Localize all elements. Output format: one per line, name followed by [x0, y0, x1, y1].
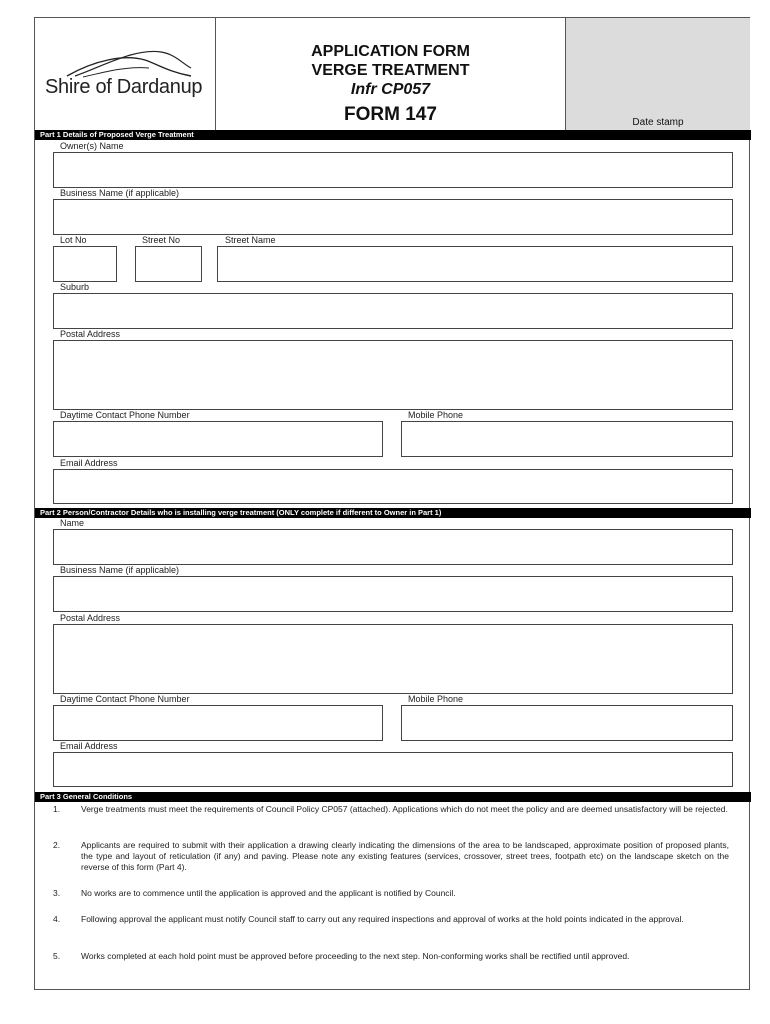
owner-name-label: Owner(s) Name [60, 141, 124, 151]
part1-heading: Part 1 Details of Proposed Verge Treatment [35, 130, 751, 140]
contractor-postal-address-label: Postal Address [60, 613, 121, 623]
email-label: Email Address [60, 458, 118, 468]
form-number: FORM 147 [344, 104, 437, 125]
suburb-label: Suburb [60, 282, 90, 292]
form-title-line2: VERGE TREATMENT [311, 62, 470, 79]
condition-item [53, 914, 729, 938]
condition-item [53, 951, 729, 975]
council-logo-text: Shire of Dardanup [45, 76, 203, 98]
condition-item [53, 804, 729, 828]
condition-number: 2. [53, 840, 61, 850]
business-name-field[interactable] [53, 199, 733, 235]
mobile-phone-field[interactable] [401, 421, 733, 457]
condition-number: 1. [53, 804, 61, 814]
part2-heading: Part 2 Person/Contractor Details who is installing verge treatment (ONLY complete if different to Owner in Part 1) [35, 508, 751, 518]
street-no-field[interactable] [135, 246, 202, 282]
lot-no-field[interactable] [53, 246, 117, 282]
condition-text: Verge treatments must meet the requirements of Council Policy CP057 (attached). Applications which do not meet the policy and are deemed unsatisfactory will be rejected. [81, 804, 728, 814]
part3-heading: Part 3 General Conditions [35, 792, 751, 802]
condition-number: 5. [53, 951, 61, 961]
street-name-label: Street Name [225, 235, 276, 245]
condition-text: No works are to commence until the application is approved and the applicant is notified by Council. [81, 888, 456, 898]
condition-item [53, 840, 729, 876]
contractor-business-name-label: Business Name (if applicable) [60, 565, 180, 575]
contractor-daytime-phone-field[interactable] [53, 705, 383, 741]
contractor-business-name-field[interactable] [53, 576, 733, 612]
postal-address-field[interactable] [53, 340, 733, 410]
contractor-postal-address-field[interactable] [53, 624, 733, 694]
condition-text: Following approval the applicant must notify Council staff to carry out any required inspections and approval of works at the hold points indicated in the approval. [81, 914, 684, 924]
street-name-field[interactable] [217, 246, 733, 282]
condition-number: 4. [53, 914, 61, 924]
council-logo-cell [35, 18, 216, 130]
contractor-email-field[interactable] [53, 752, 733, 787]
contractor-name-label: Name [60, 518, 85, 528]
business-name-label: Business Name (if applicable) [60, 188, 180, 198]
suburb-field[interactable] [53, 293, 733, 329]
hills-logo-icon [65, 46, 195, 80]
contractor-mobile-phone-label: Mobile Phone [408, 694, 464, 704]
lot-no-label: Lot No [60, 235, 87, 245]
form-title-block [216, 18, 565, 130]
condition-item [53, 888, 729, 900]
daytime-phone-label: Daytime Contact Phone Number [60, 410, 190, 420]
contractor-mobile-phone-field[interactable] [401, 705, 733, 741]
mobile-phone-label: Mobile Phone [408, 410, 464, 420]
email-field[interactable] [53, 469, 733, 504]
condition-text: Applicants are required to submit with their application a drawing clearly indicating the dimensions of the area to be landscaped, approximate position of proposed plants, the type and layout of reticulation (if any) and paving. Please note any existing features (services, crossover, street trees, footpath etc) on the landscape sketch on the reverse of this form (Part 4). [81, 840, 729, 872]
postal-address-label: Postal Address [60, 329, 121, 339]
date-stamp-box [565, 18, 750, 130]
street-no-label: Street No [142, 235, 181, 245]
condition-text: Works completed at each hold point must be approved before proceeding to the next step. Non-conforming works shall be rectified until approved. [81, 951, 630, 961]
daytime-phone-field[interactable] [53, 421, 383, 457]
form-title-line1: APPLICATION FORM [311, 43, 470, 60]
contractor-name-field[interactable] [53, 529, 733, 565]
application-form-page [34, 17, 750, 990]
contractor-email-label: Email Address [60, 741, 118, 751]
date-stamp-label: Date stamp [632, 117, 684, 128]
owner-name-field[interactable] [53, 152, 733, 188]
condition-number: 3. [53, 888, 61, 898]
form-policy-reference: Infr CP057 [350, 81, 431, 98]
contractor-daytime-phone-label: Daytime Contact Phone Number [60, 694, 190, 704]
